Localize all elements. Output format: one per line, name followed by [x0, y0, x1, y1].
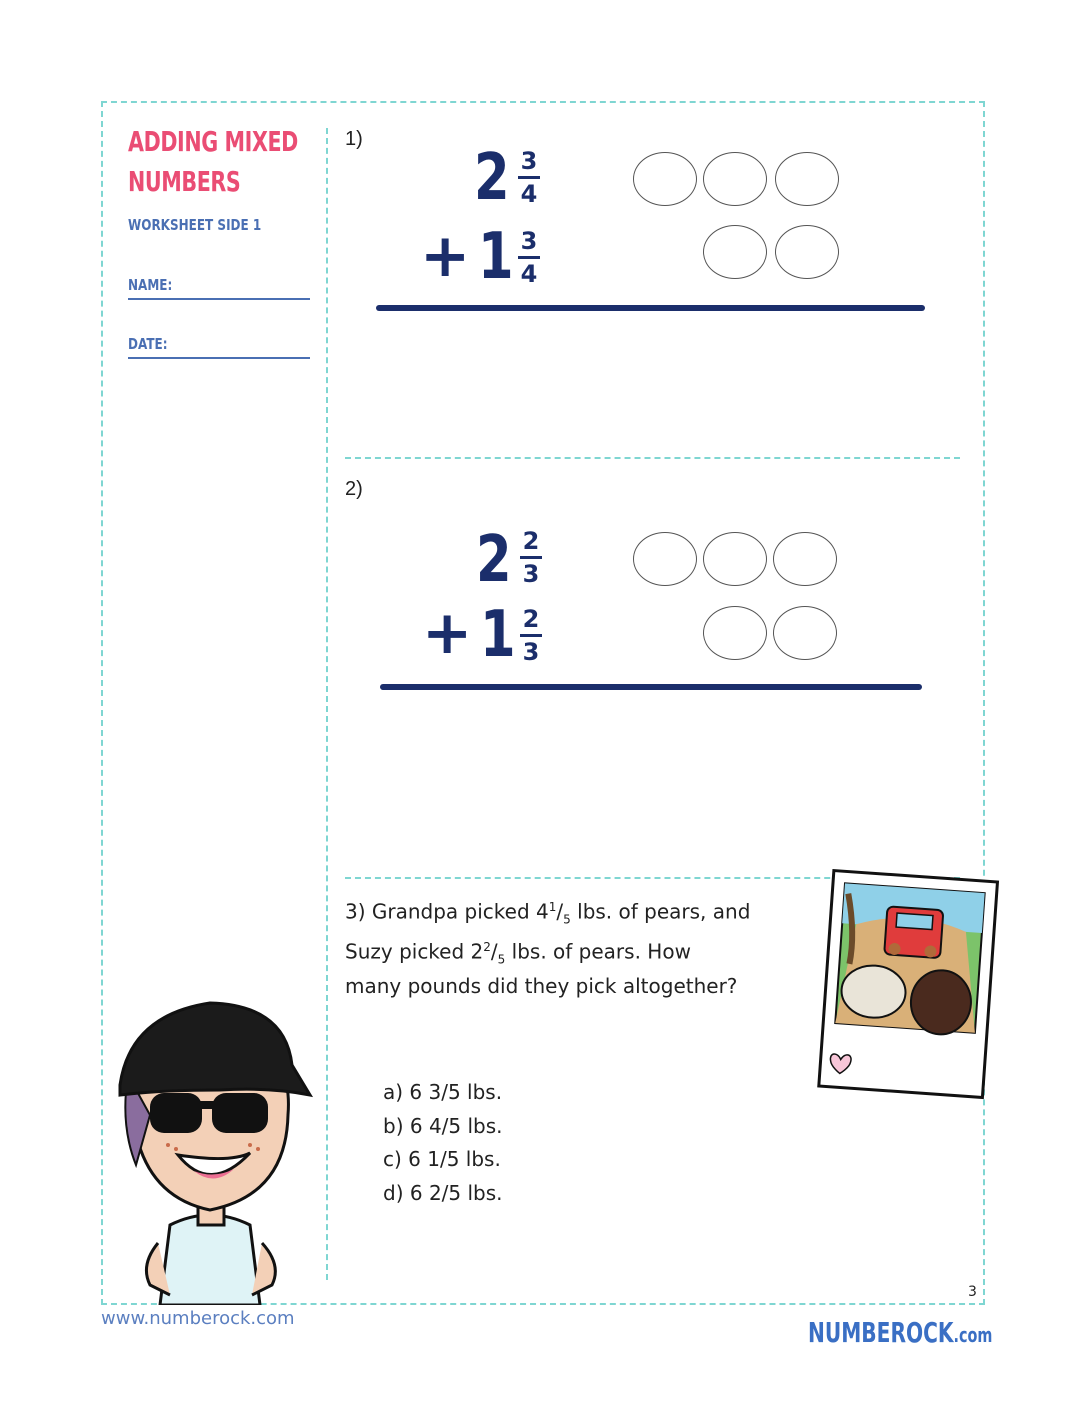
- option-b[interactable]: b) 6 4/5 lbs.: [383, 1113, 503, 1138]
- problem-2-bottom-whole: 1: [480, 598, 516, 672]
- option-a[interactable]: a) 6 3/5 lbs.: [383, 1080, 503, 1104]
- option-c[interactable]: c) 6 1/5 lbs.: [383, 1147, 501, 1171]
- answer-circle[interactable]: [633, 532, 697, 586]
- problem-1-bottom-whole: 1: [478, 220, 514, 294]
- date-label: DATE:: [128, 335, 168, 353]
- denominator: 3: [522, 638, 540, 666]
- answer-options: [383, 1080, 503, 1214]
- numerator: 3: [520, 227, 538, 255]
- page-number: 3: [968, 1284, 977, 1300]
- fraction-bar: [518, 256, 540, 259]
- fraction-bar: [518, 176, 540, 179]
- problem-1-top-fraction: [516, 148, 542, 207]
- answer-circle[interactable]: [775, 152, 839, 206]
- word-problem-text: 3) Grandpa picked $4^1/_5$ lbs. of pears, and Suzy picked $2^2/_5$ lbs. of pears. How many pounds did they pick altogether?: [345, 899, 751, 999]
- answer-circle[interactable]: [703, 225, 767, 279]
- problem-2-bottom-fraction: [518, 606, 544, 665]
- answer-circle[interactable]: [703, 152, 767, 206]
- worksheet-subtitle: WORKSHEET SIDE 1: [128, 216, 262, 234]
- denominator: 4: [520, 180, 538, 208]
- numerator: 2: [522, 527, 540, 555]
- problem-2-top-fraction: [518, 528, 544, 587]
- worksheet-title: ADDING MIXED NUMBERS: [128, 125, 298, 198]
- problem-2-top-whole: 2: [476, 523, 512, 597]
- problem-1-operator: +: [420, 221, 471, 291]
- answer-circle[interactable]: [633, 152, 697, 206]
- numerator: 2: [522, 605, 540, 633]
- fraction-bar: [520, 556, 542, 559]
- denominator: 4: [520, 260, 538, 288]
- problem-2-operator: +: [422, 598, 473, 668]
- answer-circle[interactable]: [703, 606, 767, 660]
- answer-circle[interactable]: [775, 225, 839, 279]
- numerator: 3: [520, 147, 538, 175]
- column-divider: [326, 128, 328, 1280]
- answer-circle[interactable]: [773, 532, 837, 586]
- polaroid-photo-illustration: [812, 868, 1004, 1104]
- cartoon-boy-illustration: [110, 995, 320, 1305]
- sum-line-1: [376, 305, 925, 311]
- problem-1-bottom-fraction: [516, 228, 542, 287]
- problem-1-label: 1): [345, 128, 363, 150]
- name-field[interactable]: [128, 298, 310, 300]
- section-divider-1: [345, 457, 960, 459]
- fraction-bar: [520, 634, 542, 637]
- denominator: 3: [522, 560, 540, 588]
- sum-line-2: [380, 684, 922, 690]
- numberock-logo: NUMBEROCK.com: [808, 1316, 993, 1349]
- name-label: NAME:: [128, 276, 173, 294]
- footer-url[interactable]: www.numberock.com: [101, 1308, 295, 1329]
- date-field[interactable]: [128, 357, 310, 359]
- problem-1-top-whole: 2: [474, 141, 510, 215]
- option-d[interactable]: d) 6 2/5 lbs.: [383, 1180, 503, 1205]
- answer-circle[interactable]: [773, 606, 837, 660]
- answer-circle[interactable]: [703, 532, 767, 586]
- problem-2-label: 2): [345, 478, 363, 500]
